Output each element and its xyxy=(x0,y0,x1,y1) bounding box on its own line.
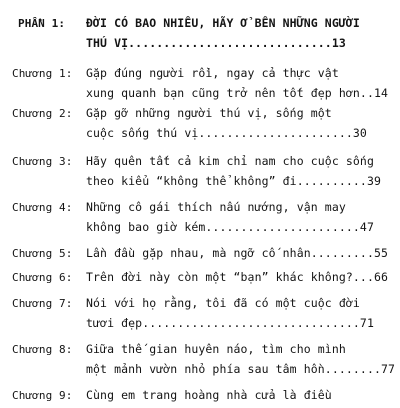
chapter-label: Chương 7: xyxy=(12,297,73,310)
part-title-line-2: THÚ VỊ.............................13 xyxy=(86,36,346,50)
chapter-title-line-1: Gặp đúng người rồi, ngay cả thực vật xyxy=(86,66,339,80)
chapter-title-line-2: một mảnh vườn nhỏ phía sau tâm hồn........77 xyxy=(86,362,396,376)
chapter-title-line-2: cuộc sống thú vị......................30 xyxy=(86,126,367,140)
chapter-title-line-2: theo kiểu “không thể không” đi..........39 xyxy=(86,174,381,188)
toc-chapter-1 xyxy=(0,66,400,106)
chapter-title-line-2: không bao giờ kém......................47 xyxy=(86,220,374,234)
chapter-title-line-1: Hãy quên tất cả kim chỉ nam cho cuộc sống xyxy=(86,154,374,168)
chapter-label: Chương 9: xyxy=(12,389,73,402)
chapter-title-line-1: Gặp gỡ những người thú vị, sống một xyxy=(86,106,332,120)
chapter-label: Chương 4: xyxy=(12,201,73,214)
toc-chapter-5 xyxy=(0,246,400,266)
chapter-label: Chương 3: xyxy=(12,155,73,168)
toc-chapter-8 xyxy=(0,342,400,382)
toc-chapter-6 xyxy=(0,270,400,290)
toc-chapter-4 xyxy=(0,200,400,240)
toc-chapter-9 xyxy=(0,388,400,408)
chapter-title-line-1: Những cô gái thích nấu nướng, vận may xyxy=(86,200,346,214)
toc-part-1 xyxy=(0,16,400,56)
toc-chapter-3 xyxy=(0,154,400,194)
toc-chapter-7 xyxy=(0,296,400,336)
toc-chapter-2 xyxy=(0,106,400,146)
chapter-title-line-1: Giữa thế gian huyên náo, tìm cho mình xyxy=(86,342,346,356)
chapter-label: Chương 6: xyxy=(12,271,73,284)
chapter-title-line-1: Cùng em trang hoàng nhà cửa là điều xyxy=(86,388,332,402)
chapter-title-line-2: xung quanh bạn cũng trở nên tốt đẹp hơn..14 xyxy=(86,86,389,100)
chapter-title-line-1: Trên đời này còn một “bạn” khác không?...66 xyxy=(86,270,389,284)
chapter-title-line-1: Nói với họ rằng, tôi đã có một cuộc đời xyxy=(86,296,360,310)
chapter-label: Chương 8: xyxy=(12,343,73,356)
part-label: PHẦN 1: xyxy=(18,17,66,30)
chapter-title-line-2: tươi đẹp...............................71 xyxy=(86,316,374,330)
chapter-title-line-1: Lần đầu gặp nhau, mà ngỡ cố nhân.........55 xyxy=(86,246,389,260)
chapter-label: Chương 1: xyxy=(12,67,73,80)
part-title-line-1: ĐỜI CÓ BAO NHIÊU, HÃY Ở BÊN NHỮNG NGƯỜI xyxy=(86,16,360,30)
chapter-label: Chương 2: xyxy=(12,107,73,120)
chapter-label: Chương 5: xyxy=(12,247,73,260)
